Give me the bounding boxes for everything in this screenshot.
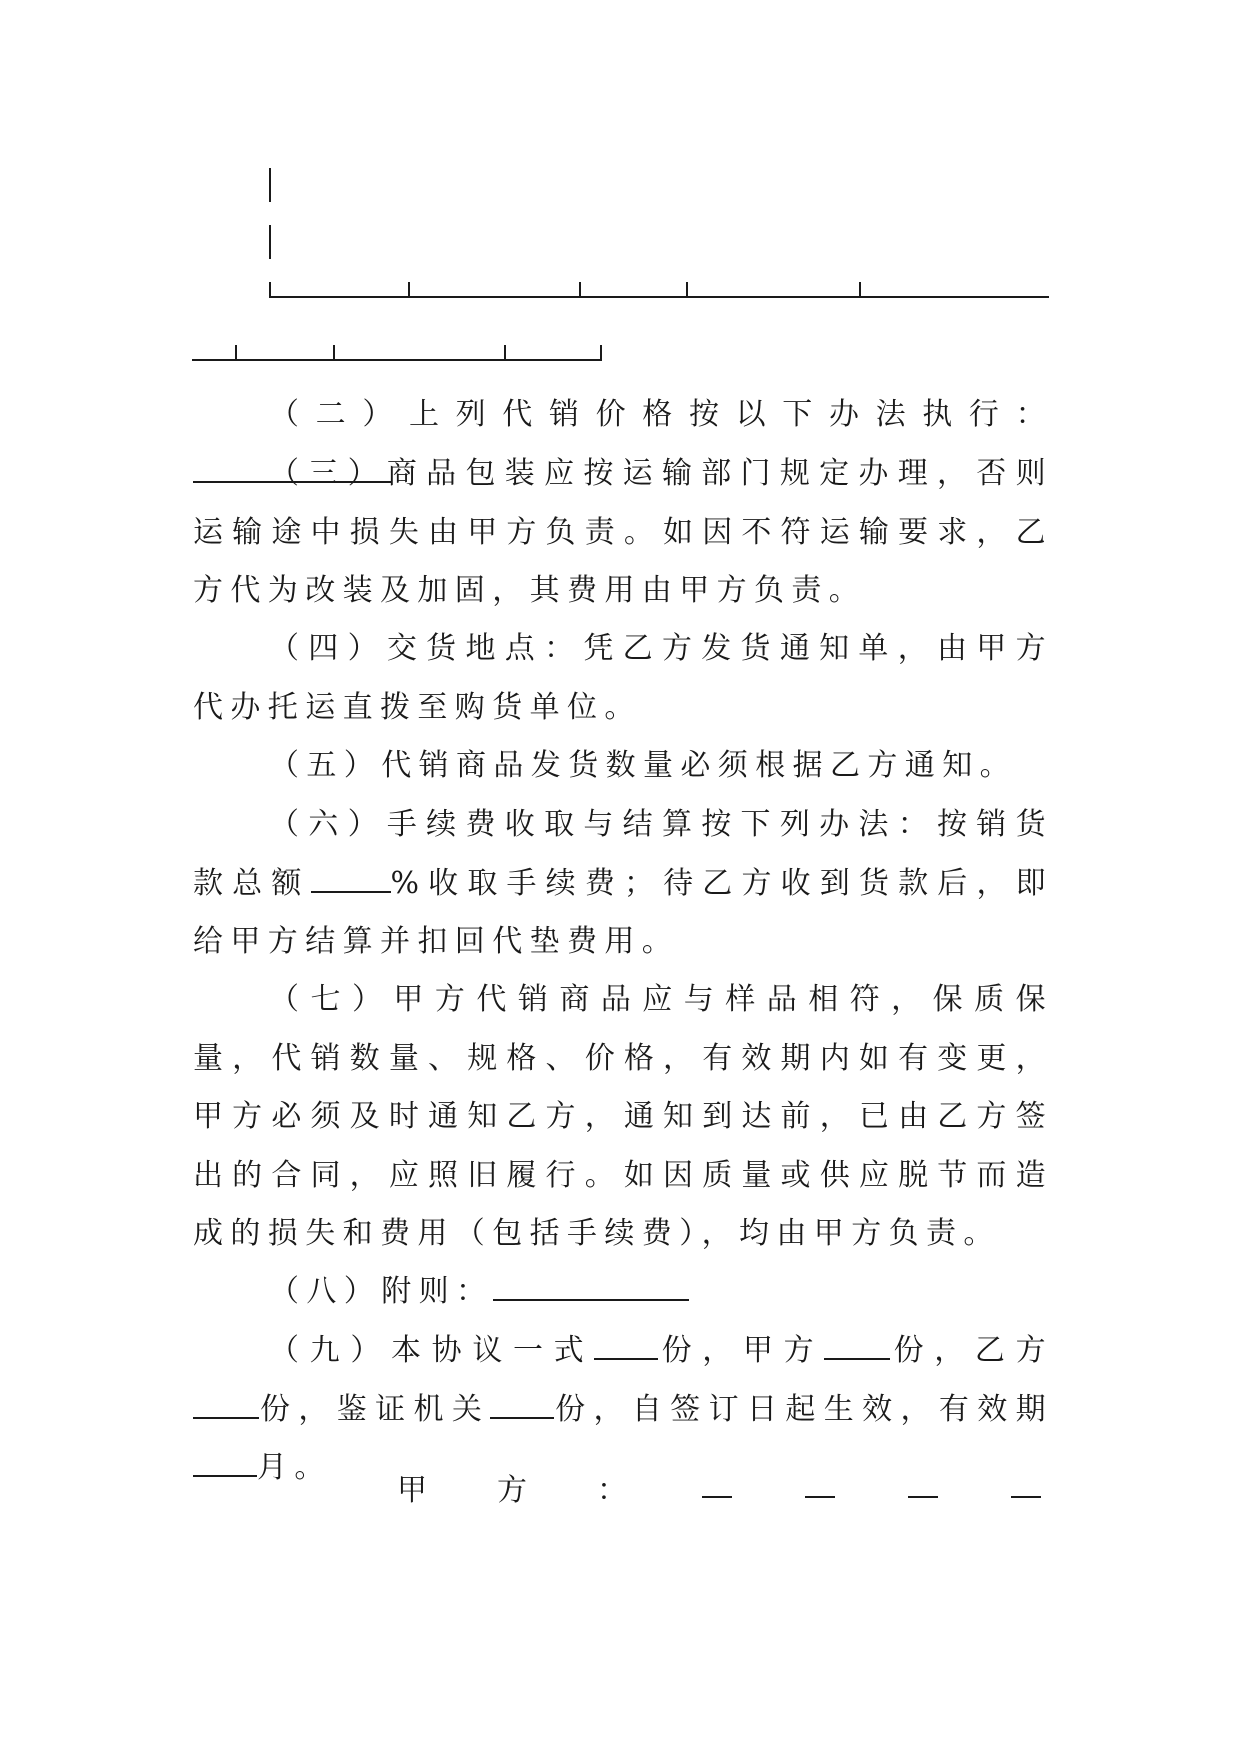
table-bottom-border xyxy=(192,339,604,361)
fill-blank xyxy=(594,1334,658,1360)
table-border-left xyxy=(269,168,271,202)
signature-party-a-char2: 方 xyxy=(497,1473,527,1508)
clause-3-text: （三）商品包装应按运输部门规定办理，否则运输途中损失由甲方负责。如因不符运输要求，乙方代为改装及加固，其费用由甲方负责。 xyxy=(193,456,1053,608)
fill-blank xyxy=(824,1334,890,1360)
signature-blank xyxy=(805,1496,835,1498)
fill-blank xyxy=(493,1275,689,1301)
signature-colon: ： xyxy=(597,1473,627,1508)
fill-blank xyxy=(361,867,391,893)
signature-blank xyxy=(908,1496,938,1498)
clause-8-text: （八）附则： xyxy=(269,1274,494,1309)
clause-3 xyxy=(193,445,1053,621)
clause-9-text: 份，甲方 xyxy=(658,1333,825,1368)
clause-4 xyxy=(193,620,1053,737)
clause-6-text: （六）手续费收取与结算按下列办法：按销货款总额 xyxy=(193,807,1053,901)
signature-blank xyxy=(1011,1496,1041,1498)
clause-6 xyxy=(193,796,1053,972)
clause-9-text: 份，自签订日起生效，有效期 xyxy=(554,1391,1053,1427)
clause-5 xyxy=(193,737,1053,796)
clause-8 xyxy=(193,1263,1053,1322)
clause-9-text: 份，乙方 xyxy=(890,1333,1053,1368)
clause-2-text: （二）上列代销价格按以下办法执行： xyxy=(269,397,1053,432)
clause-4-text: （四）交货地点：凭乙方发货通知单，由甲方代办托运直拨至购货单位。 xyxy=(193,631,1053,725)
clause-9-text: （九）本协议一式 xyxy=(269,1333,595,1368)
signature-blank xyxy=(702,1496,732,1498)
clause-9-text: 份，鉴证机关 xyxy=(259,1391,491,1427)
table-border-left xyxy=(269,225,271,259)
clause-9-text: 月。 xyxy=(257,1450,332,1485)
signature-party-a-char1: 甲 xyxy=(397,1473,427,1508)
table-bottom-border xyxy=(269,276,1049,298)
fill-blank xyxy=(490,1393,554,1419)
clause-5-text: （五）代销商品发货数量必须根据乙方通知。 xyxy=(269,748,1017,783)
fill-blank xyxy=(193,1451,257,1477)
fill-blank xyxy=(311,867,361,893)
clause-7-text: （七）甲方代销商品应与样品相符，保质保量，代销数量、规格、价格，有效期内如有变更，甲方必须及时通知乙方，通知到达前，已由乙方签出的合同，应照旧履行。如因质量或供应脱节而造成的损失和费用（包括手续费），均由甲方负责。 xyxy=(193,982,1053,1251)
clause-7 xyxy=(193,971,1053,1264)
clause-6-text-2: %收取手续费；待乙方收到货款后，即给甲方结算并扣回代垫费用。 xyxy=(193,865,1054,959)
fill-blank xyxy=(193,1393,259,1419)
